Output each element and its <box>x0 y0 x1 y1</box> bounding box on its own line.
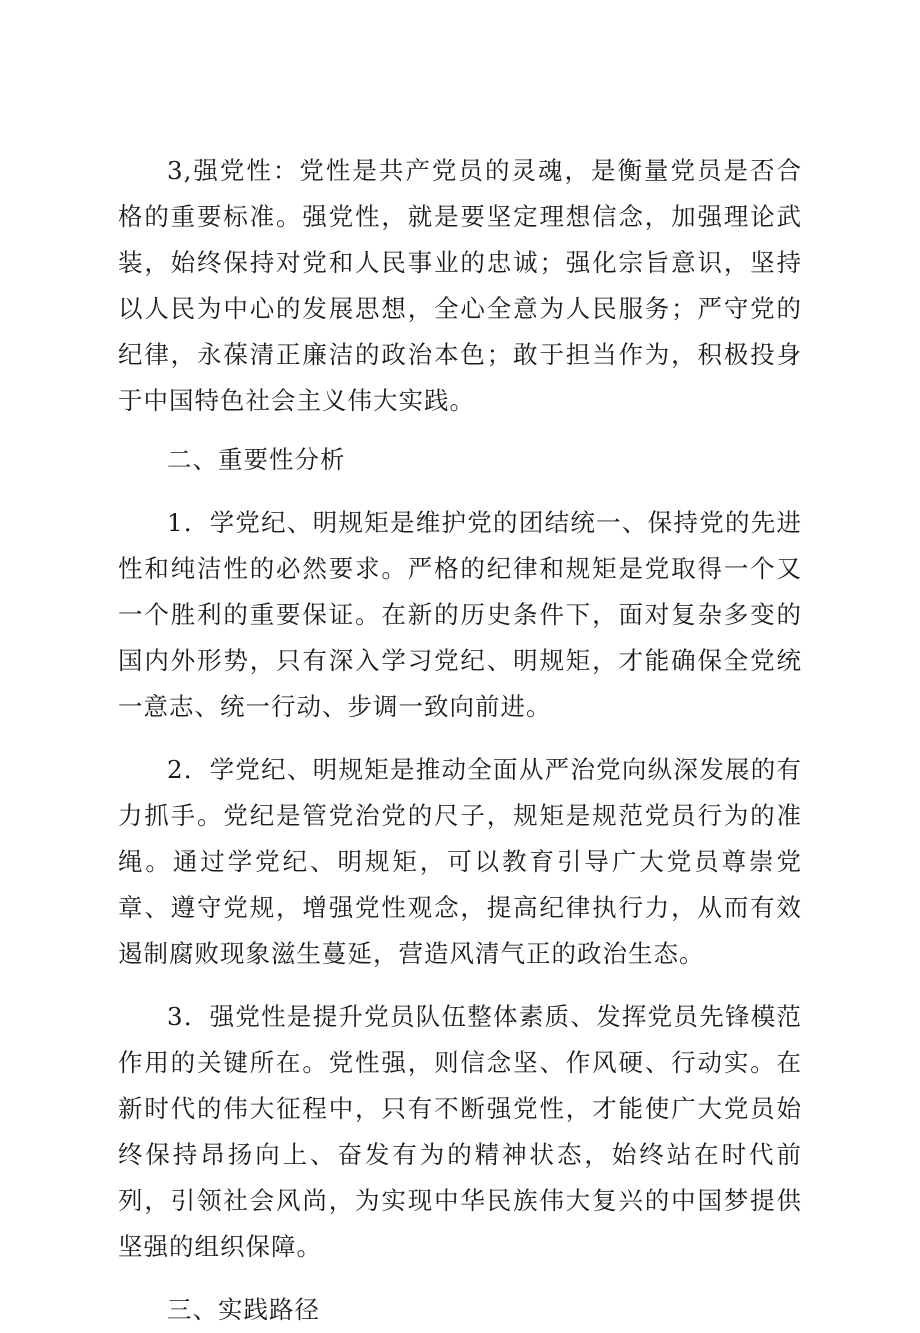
paragraph-importance-1: 1．学党纪、明规矩是维护党的团结统一、保持党的先进性和纯洁性的必然要求。严格的纪律和规矩是党取得一个又一个胜利的重要保证。在新的历史条件下，面对复杂多变的国内外形势，只有深入学习党纪、明规矩，才能确保全党统一意志、统一行动、步调一致向前进。 <box>118 508 802 721</box>
section-heading-importance-analysis: 二、重要性分析 <box>167 445 346 474</box>
paragraph-importance-2: 2．学党纪、明规矩是推动全面从严治党向纵深发展的有力抓手。党纪是管党治党的尺子，规矩是规范党员行为的准绳。通过学党纪、明规矩，可以教育引导广大党员尊崇党章、遵守党规，增强党性观念，提高纪律执行力，从而有效遏制腐败现象滋生蔓延，营造风清气正的政治生态。 <box>118 755 802 968</box>
section-heading-practice-path: 三、实践路径 <box>167 1295 320 1324</box>
paragraph-importance-3: 3．强党性是提升党员队伍整体素质、发挥党员先锋模范作用的关键所在。党性强，则信念坚、作风硬、行动实。在新时代的伟大征程中，只有不断强党性，才能使广大党员始终保持昂扬向上、奋发有为的精神状态，始终站在时代前列，引领社会风尚，为实现中华民族伟大复兴的中国梦提供坚强的组织保障。 <box>118 1002 802 1261</box>
paragraph-strengthen-party-spirit: 3,强党性：党性是共产党员的灵魂，是衡量党员是否合格的重要标准。强党性，就是要坚定理想信念，加强理论武装，始终保持对党和人民事业的忠诚；强化宗旨意识，坚持以人民为中心的发展思想，全心全意为人民服务；严守党的纪律，永葆清正廉洁的政治本色；敢于担当作为，积极投身于中国特色社会主义伟大实践。 <box>118 156 802 415</box>
